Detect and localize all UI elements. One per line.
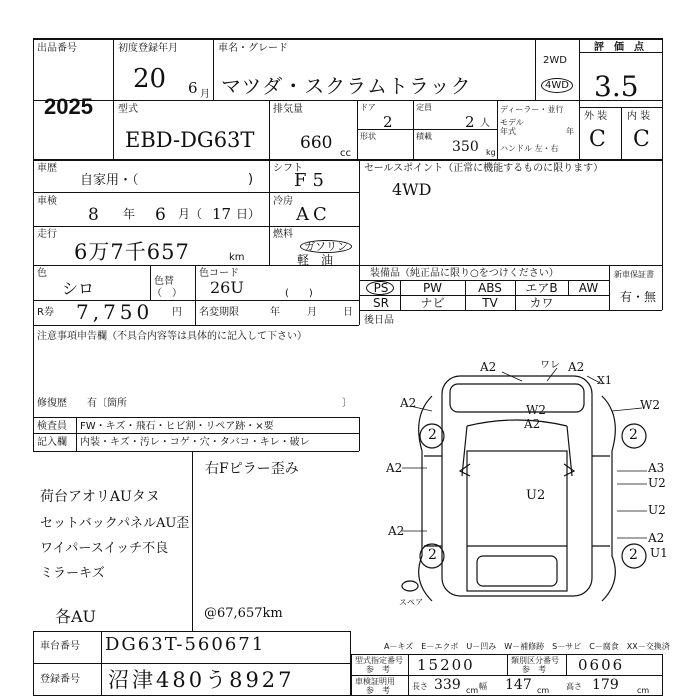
mark-w2-center: W2 [526,403,546,417]
inspection-day-unit: 日） [236,207,261,221]
score: 3.5 [594,70,639,103]
remark-2: 荷台アオリAUタヌ [40,489,160,505]
length-label: 長さ [412,682,428,691]
type-number: 15200 [417,656,475,674]
name-change-label: 名変期限 [199,307,239,318]
certificate-label-2: 参 考 [366,686,390,695]
inspector-label-1: 検査員 [37,421,67,432]
exterior-grade: C [589,127,606,152]
remark-5: ミラーキズ [40,566,105,581]
fuel-label: 燃料 [273,229,293,240]
capacity-unit: 人 [480,118,490,129]
mark-a2-top: A2 [480,360,497,374]
color-change-paren: （ ） [152,288,182,299]
month-unit: 月 [200,89,210,100]
damage-legend: A－キズ E－エクボ U－凹み W－補修跡 S－サビ C－腐食 XX－交換済 [384,642,670,651]
mark-a2-side-left: A2 [386,461,403,475]
inspection-day: 17 [212,205,232,223]
mark-u2-right-1: U2 [648,476,666,490]
displacement-label: 排気量 [273,104,303,115]
history-value: 自家用・（ [80,173,139,188]
height-label: 高さ [566,682,582,691]
capacity-value: 2 [465,113,475,131]
capacity-label: 定員 [416,103,432,112]
shape-label: 形状 [360,132,376,141]
fuel-diesel: 軽 油 [297,253,334,267]
fuel-gasoline: ガソリン [300,240,352,253]
width-label: 幅 [479,682,487,691]
equip-ps: PS [373,281,389,295]
color-change-label: 色替 [154,276,174,287]
mark-w2-right: W2 [640,398,660,412]
inspection-month-unit: 月（ [178,207,203,221]
exterior-label: 外 装 [584,111,608,122]
equip-tv: TV [482,296,498,310]
history-label: 車歴 [37,163,57,174]
inspector-row-1: FW・キズ・飛石・ヒビ割・リペア跡・×要 [80,421,274,432]
equip-abs: ABS [478,281,502,295]
type-number-label-1: 型式指定番号 [355,656,403,665]
lot-number: 2025 [44,94,93,119]
drive-4wd: 4WD [541,78,573,93]
tire-score-rr: 2 [629,547,638,563]
model-code: EBD-DG63T [125,128,255,152]
equip-leather: カワ [529,296,554,310]
remark-3: セットバックパネルAU歪 [40,516,190,531]
height-unit: cm [637,686,650,695]
chassis-number: DG63T-560671 [105,634,266,655]
mileage-label: 走行 [37,229,57,240]
mark-u1-right: U1 [650,546,668,560]
mark-a3-right: A3 [648,461,665,475]
length-value: 339 [434,677,461,693]
color-value: シロ [62,279,95,298]
model-year-label-1: モデル [500,118,524,127]
color-code-label: 色コード [199,268,239,279]
mark-a2-top-right: A2 [568,360,585,374]
inspection-year-unit: 年 [123,207,136,221]
tire-score-fl: 2 [428,427,437,443]
class-number: 0606 [578,656,625,674]
mark-u2-center: U2 [526,488,546,503]
sales-point-label: セールスポイント（正常に機能するものに限ります） [364,163,604,174]
color-label: 色 [37,268,47,279]
equip-navi: ナビ [420,296,445,310]
new-car-warranty-value: 有・無 [620,290,657,304]
drive-2wd: 2WD [543,55,567,66]
recycle-amount: 7,750 [76,300,154,324]
door-count: 2 [383,113,393,131]
mark-a2-side-left-2: A2 [388,524,405,538]
equip-sr: SR [373,296,389,310]
model-code-label: 型式 [118,104,138,115]
inspector-label-2: 記入欄 [37,437,67,448]
shift-label: シフト [273,163,303,174]
repair-history-close: 〕 [342,398,352,409]
car-name: マツダ・スクラムトラック [221,74,472,98]
type-number-label-2: 参 考 [366,665,390,674]
lot-number-label: 出品番号 [37,43,77,54]
ac-value: AC [296,204,331,225]
model-year-label-2: 年式 [500,127,516,136]
repair-history-label: 修復歴 有〔箇所 [37,398,127,409]
inspector-row-2: 内装・キズ・汚レ・コゲ・穴・タバコ・キレ・破レ [80,437,310,448]
load-value: 350 [452,139,479,155]
length-unit: cm [466,686,479,695]
class-number-label-1: 類別区分番号 [511,656,559,665]
cc-unit: cc [340,148,351,159]
sales-point-value: 4WD [392,180,432,199]
recycle-unit: 円 [172,307,182,318]
registration-number: 沼津480う8927 [108,668,295,692]
tire-score-rl: 2 [428,547,437,563]
chassis-label: 車台番号 [40,641,80,652]
inspection-year: 8 [88,205,99,225]
width-unit: cm [537,686,550,695]
year-unit: 年 [566,127,574,136]
dealer-label: ディーラー・並行 [500,105,564,114]
displacement-value: 660 [300,133,333,153]
first-registration-label: 初度登録年月 [118,43,178,54]
equip-airbag: エアB [525,281,558,295]
ac-label: 冷房 [273,196,293,207]
remark-4: ワイパースイッチ不良 [40,541,169,556]
mark-a2-right-lower: A2 [648,531,665,545]
load-label: 積載 [416,132,432,141]
ps-circle [366,281,394,295]
color-code-value: 26U [210,278,244,297]
tire-score-fr: 2 [629,427,638,443]
mark-x1: X1 [597,374,612,387]
new-car-warranty-label: 新車保証書 [614,270,654,279]
remark-7: @67,657km [204,606,283,621]
kg-unit: kg [486,148,496,157]
shift-value: F5 [294,170,330,191]
registration-month: 6 [188,79,198,97]
rear-items-label: 後日品 [364,315,394,326]
equip-pw: PW [422,281,443,295]
inspection-month: 6 [155,205,166,225]
recycle-label: R券 [37,307,54,318]
height-value: 179 [592,677,619,693]
class-number-label-2: 参 考 [522,665,546,674]
registration-year: 20 [133,64,167,94]
mark-a2-left: A2 [400,396,417,410]
mileage-value: 6万7千657 [74,240,190,264]
score-label: 評 価 点 [594,42,644,53]
handle-label: ハンドル 左・右 [500,144,559,153]
door-label: ドア [360,103,376,112]
car-name-grade-label: 車名・グレード [218,43,288,54]
name-change-month: 月 [307,307,317,318]
equipment-label: 装備品（純正品に限り○をつけください） [370,268,559,279]
registration-label: 登録番号 [40,674,80,685]
certificate-label-1: 車検証明用 [355,677,395,686]
mark-crack: ワレ [540,360,560,371]
notes-label: 注意事項申告欄（不具合内容等は具体的に記入して下さい） [37,331,307,342]
inspection-label: 車検 [37,196,57,207]
interior-grade: C [633,127,650,152]
km-unit: km [229,252,245,263]
remark-1: 右Fピラー歪み [205,461,299,477]
width-value: 147 [505,677,532,693]
spare-label: スペア [399,598,423,607]
mark-u2-right-2: U2 [648,503,666,517]
interior-label: 内 装 [627,111,651,122]
remark-6: 各AU [55,607,97,626]
name-change-day: 日 [343,307,353,318]
mark-a2-center: A2 [524,417,541,431]
equip-aw: AW [578,281,599,295]
name-change-year: 年 [270,307,280,318]
